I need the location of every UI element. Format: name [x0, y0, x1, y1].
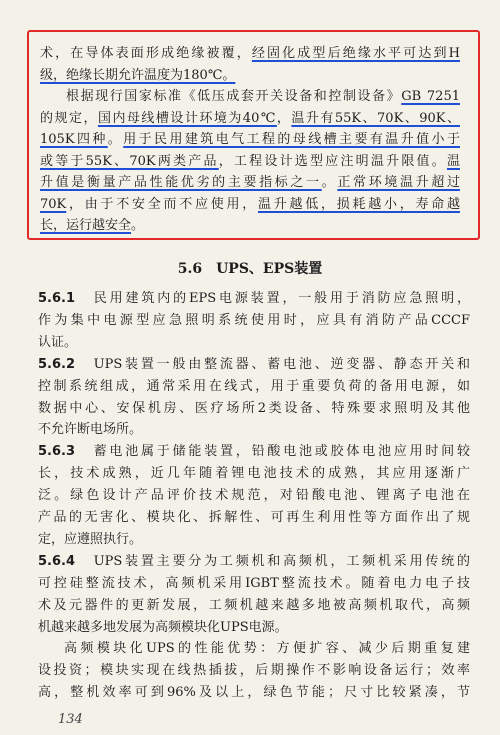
underlined-text: GB 7251	[401, 89, 460, 104]
text-span: 机越来越多地发展为高频模块化UPS电源。	[38, 619, 288, 635]
text-span: UPS装置一般由整流器、蓄电池、逆变器、静态开关和	[75, 356, 470, 372]
text-span: 控制系统组成，通常采用在线式，用于重要负荷的备用电源，如	[38, 378, 470, 394]
body-line	[0, 487, 500, 505]
text-span: ，由于不安全而不应使用，	[66, 196, 258, 212]
text-span: 。	[131, 218, 145, 233]
underlined-text: 升值是衡量产品性能优劣的主要指标之一	[40, 175, 322, 190]
text-span: 可控硅整流技术，高频机采用IGBT整流技术。随着电力电子技	[38, 575, 470, 591]
clause-number: 5.6.3	[38, 444, 76, 460]
body-line	[0, 443, 500, 461]
text-span: 。	[321, 175, 338, 190]
underlined-text: 长，运行越安全	[40, 218, 132, 233]
underlined-text: 温	[446, 153, 460, 169]
text-span: 的规定，	[40, 110, 98, 126]
body-line	[0, 575, 500, 593]
highlight-line	[0, 131, 500, 149]
text-span: UPS装置主要分为工频机和高频机，工频机采用传统的	[75, 553, 470, 569]
highlight-line	[0, 88, 500, 106]
highlight-line	[0, 67, 500, 85]
body-line	[0, 312, 500, 330]
text-span: 泛。绿色设计产品评价技术规范，对铅酸电池、锂离子电池在	[38, 488, 470, 504]
underlined-text: 经固化成型后绝缘水平可达到H	[251, 46, 460, 61]
text-span: 根据现行国家标准《低压成套开关设备和控制设备》	[66, 89, 402, 104]
body-line	[0, 421, 500, 439]
highlight-line	[0, 153, 500, 171]
body-line	[0, 465, 500, 483]
text-span: 数据中心、安保机房、医疗场所2类设备、特殊要求照明及其他	[38, 400, 470, 416]
body-line	[0, 662, 500, 680]
underlined-text: 105K四种	[40, 132, 108, 147]
body-line	[0, 619, 500, 637]
text-span: 蓄电池属于储能装置，铅酸电池或胶体电池应用时间较	[75, 444, 470, 460]
text-span: ，工程设计选型应注明温升限值。	[218, 153, 447, 169]
underlined-text: 用于民用建筑电气工程的母线槽主要有温升值小于	[123, 132, 460, 147]
body-line	[0, 290, 500, 308]
underlined-text: 温升越低，损耗越小，寿命越	[258, 196, 460, 212]
text-span: 高，整机效率可到96%及以上，绿色节能；尺寸比较紧凑，节	[38, 685, 470, 701]
body-line	[0, 684, 500, 702]
text-span: 不允许断电场所。	[38, 422, 143, 438]
body-line	[0, 531, 500, 549]
body-line	[0, 640, 500, 658]
underlined-text: 或等于55K、70K两类产品	[40, 153, 219, 169]
highlight-line	[0, 174, 500, 192]
underlined-text: 温升有55K、70K、90K、	[291, 110, 460, 126]
text-span: 产品的无害化、模块化、拆解性、可再生利用性等方面作出了规	[38, 510, 470, 525]
text-span: 作为集中电源型应急照明系统使用时，应具有消防产品CCCF	[38, 312, 470, 328]
text-span: 术及元器件的更新发展，工频机越来越多地被高频机取代，高频	[38, 597, 470, 613]
clause-number: 5.6.2	[38, 356, 76, 372]
text-span: ，	[276, 110, 292, 126]
text-span: 认证。	[38, 334, 78, 350]
text-span: 民用建筑内的EPS电源装置，一般用于消防应急照明，	[75, 291, 470, 306]
text-span: 定，应遵照执行。	[38, 531, 143, 547]
text-span: 设投资；模块实现在线热插拔，后期操作不影响设备运行；效率	[38, 663, 470, 679]
body-line	[0, 509, 500, 527]
highlight-line	[0, 45, 500, 63]
text-span: 高频模块化UPS的性能优势：方便扩容、减少后期重复建	[64, 641, 470, 657]
page-number: 134	[58, 712, 83, 727]
text-span: 长，技术成熟，近几年随着锂电池技术的成熟，其应用逐渐广	[38, 466, 470, 482]
text-span: 术，在导体表面形成绝缘被覆，	[40, 46, 252, 61]
underlined-text: 国内母线槽设计环境为40℃	[97, 110, 277, 126]
body-line	[0, 400, 500, 418]
body-line	[0, 553, 500, 571]
clause-number: 5.6.4	[38, 553, 76, 569]
highlight-line	[0, 196, 500, 214]
highlight-line	[0, 110, 500, 128]
body-line	[0, 356, 500, 374]
body-line	[0, 334, 500, 352]
underlined-text: 正常环境温升超过	[337, 175, 460, 190]
text-span: 。	[107, 132, 124, 147]
underlined-text: 70K	[40, 196, 67, 212]
clause-number: 5.6.1	[38, 291, 76, 306]
underlined-text: 级，绝缘长期允许温度为180℃。	[40, 67, 236, 83]
highlight-line	[0, 217, 500, 235]
body-line	[0, 597, 500, 615]
body-line	[0, 378, 500, 396]
section-title: 5.6 UPS、EPS装置	[177, 261, 323, 277]
